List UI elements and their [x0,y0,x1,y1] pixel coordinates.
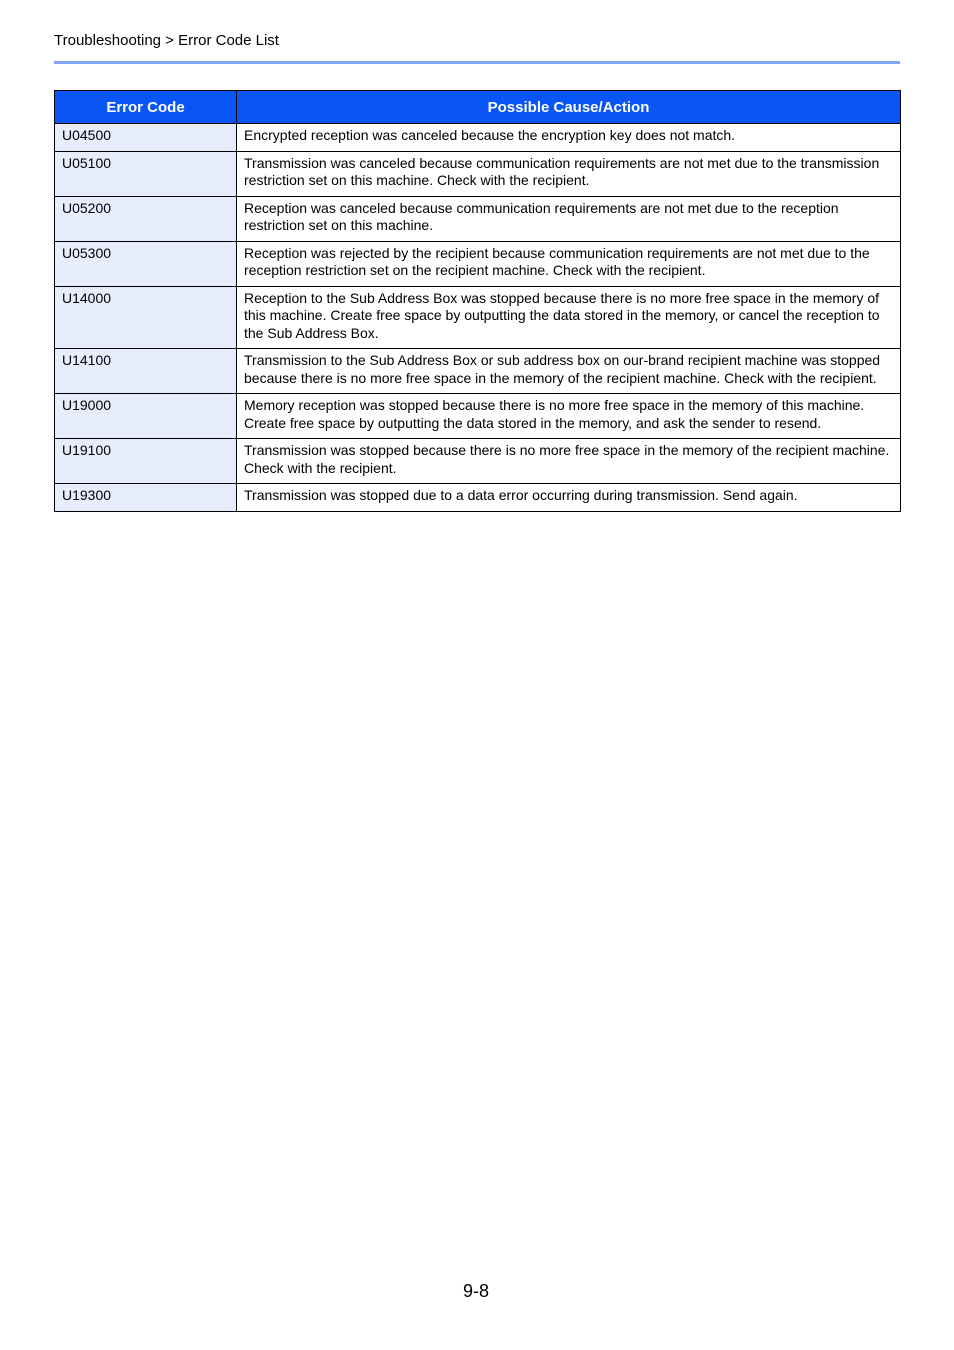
table-row [55,241,901,286]
cause-action-cell: Transmission was stopped due to a data error occurring during transmission. Send again. [237,484,901,512]
error-code-table [54,90,901,512]
cause-action-cell: Reception was canceled because communication requirements are not met due to the reception restriction set on this machine. [237,196,901,241]
error-code-cell: U19300 [55,484,237,512]
error-code-cell: U14000 [55,286,237,349]
cause-action-cell: Memory reception was stopped because there is no more free space in the memory of this machine. Create free space by outputting the data stored in the memory, and ask the sender to resend. [237,394,901,439]
cause-action-cell: Transmission was stopped because there is no more free space in the memory of the recipient machine. Check with the recipient. [237,439,901,484]
table-row [55,124,901,152]
breadcrumb: Troubleshooting > Error Code List [54,32,279,49]
table-row [55,286,901,349]
column-header-error-code: Error Code [55,91,237,124]
table-row [55,394,901,439]
cause-action-cell: Transmission was canceled because communication requirements are not met due to the transmission restriction set on this machine. Check with the recipient. [237,151,901,196]
table-header-row [55,91,901,124]
table-row [55,484,901,512]
table-row [55,196,901,241]
page-number: 9-8 [463,1281,490,1301]
table-row [55,349,901,394]
error-code-cell: U05200 [55,196,237,241]
error-code-cell: U19100 [55,439,237,484]
table-row [55,439,901,484]
error-code-cell: U04500 [55,124,237,152]
error-code-cell: U05300 [55,241,237,286]
error-code-cell: U14100 [55,349,237,394]
cause-action-cell: Encrypted reception was canceled because the encryption key does not match. [237,124,901,152]
error-code-cell: U05100 [55,151,237,196]
table-row [55,151,901,196]
error-code-cell: U19000 [55,394,237,439]
column-header-cause-action: Possible Cause/Action [237,91,901,124]
header-divider [54,61,900,64]
cause-action-cell: Transmission to the Sub Address Box or sub address box on our-brand recipient machine was stopped because there is no more free space in the memory of the recipient machine. Check with the recipient. [237,349,901,394]
cause-action-cell: Reception to the Sub Address Box was stopped because there is no more free space in the memory of this machine. Create free space by outputting the data stored in the memory, or cancel the reception to the Sub Address Box. [237,286,901,349]
cause-action-cell: Reception was rejected by the recipient because communication requirements are not met due to the reception restriction set on the recipient machine. Check with the recipient. [237,241,901,286]
